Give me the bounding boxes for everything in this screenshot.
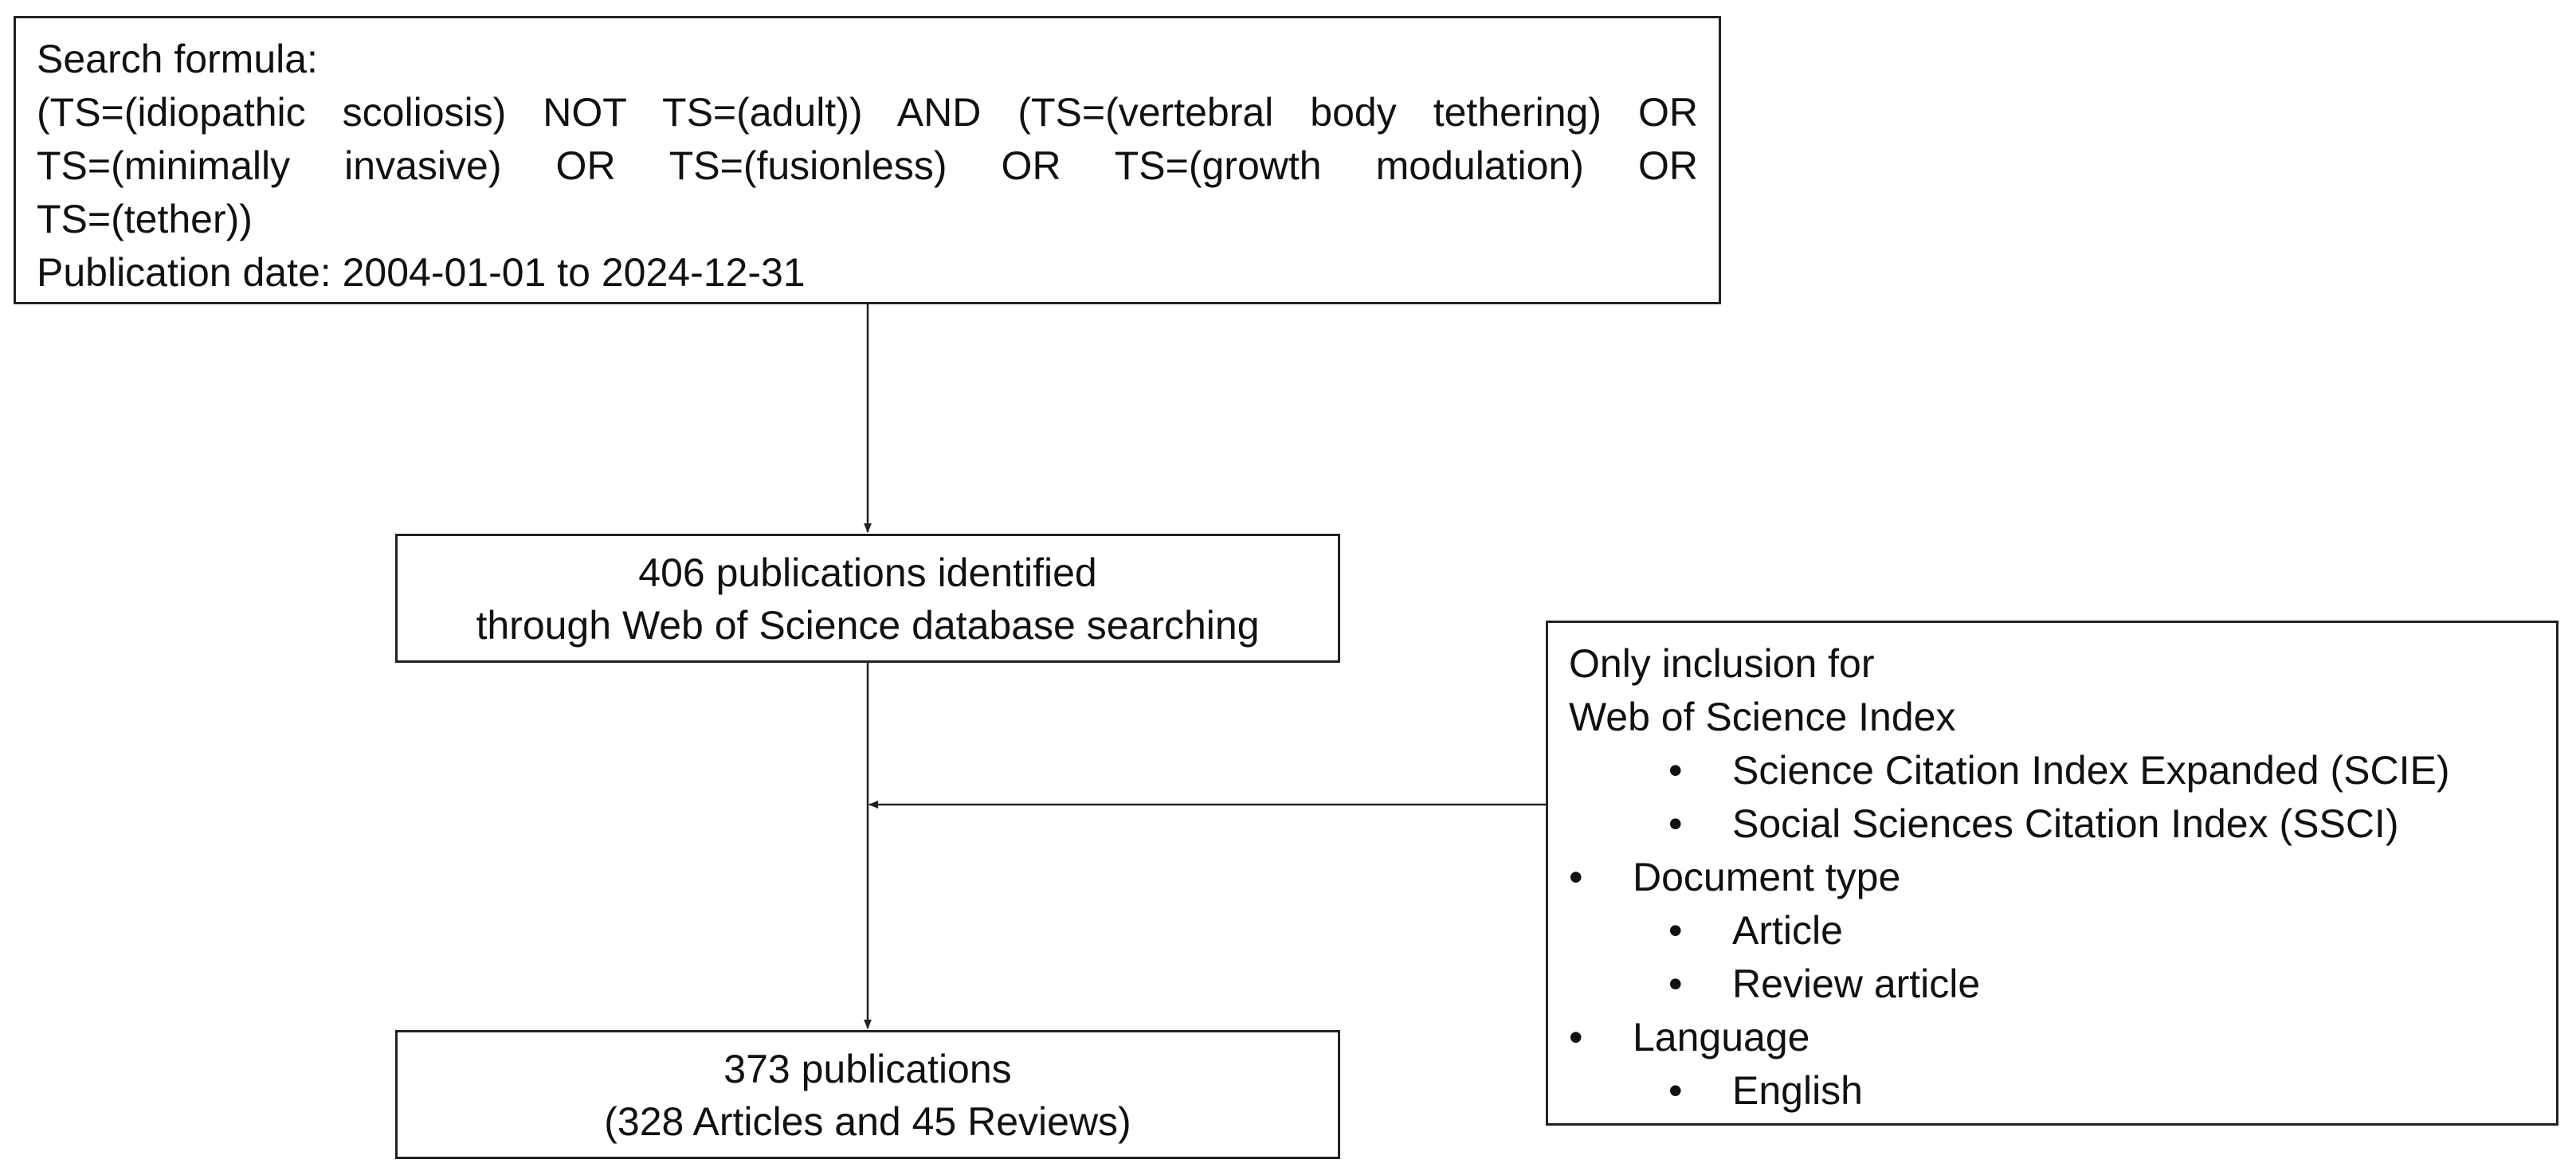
- criteria-document-type: [1569, 851, 2556, 904]
- criteria-item-scie: [1569, 744, 2556, 797]
- publication-date: Publication date: 2004-01-01 to 2024-12-31: [37, 250, 806, 295]
- criteria-index-heading: Web of Science Index: [1569, 695, 1956, 739]
- final-count: 373 publications: [723, 1047, 1012, 1091]
- bullet-icon: •: [1668, 962, 1683, 1006]
- identified-count: 406 publications identified: [638, 550, 1097, 595]
- criteria-item-english: [1569, 1064, 2556, 1118]
- criteria-item-label: English: [1732, 1068, 1863, 1113]
- bullet-icon: •: [1668, 908, 1683, 953]
- criteria-item-article: [1569, 904, 2556, 958]
- search-heading: Search formula:: [37, 37, 318, 81]
- criteria-item-label: Article: [1732, 908, 1843, 953]
- bullet-icon: •: [1668, 1068, 1683, 1113]
- bullet-icon: •: [1569, 1015, 1583, 1059]
- search-formula-line-2: TS=(minimally invasive) OR TS=(fusionless) OR TS=(growth modulation) OR: [37, 143, 1698, 188]
- criteria-item-ssci: [1569, 797, 2556, 851]
- criteria-section-label: Language: [1633, 1015, 1810, 1059]
- criteria-item-label: Social Sciences Citation Index (SSCI): [1732, 801, 2399, 846]
- search-formula-line-1: (TS=(idiopathic scoliosis) NOT TS=(adult)) AND (TS=(vertebral body tethering) OR: [37, 90, 1698, 135]
- bullet-icon: •: [1569, 855, 1583, 899]
- bullet-icon: •: [1668, 748, 1683, 793]
- criteria-title: Only inclusion for: [1569, 641, 1875, 686]
- identified-publications-box: [395, 534, 1340, 663]
- criteria-item-label: Science Citation Index Expanded (SCIE): [1732, 748, 2450, 793]
- final-publications-box: [395, 1030, 1340, 1159]
- criteria-language: [1569, 1011, 2556, 1064]
- criteria-item-review-article: [1569, 958, 2556, 1011]
- bullet-icon: •: [1668, 801, 1683, 846]
- criteria-section-label: Document type: [1633, 855, 1901, 899]
- criteria-item-label: Review article: [1732, 962, 1981, 1006]
- identified-source: through Web of Science database searching: [476, 603, 1260, 648]
- final-breakdown: (328 Articles and 45 Reviews): [604, 1099, 1131, 1144]
- search-formula-line-3: TS=(tether)): [37, 197, 253, 241]
- search-formula-box: [14, 16, 1721, 304]
- inclusion-criteria-box: [1546, 621, 2558, 1126]
